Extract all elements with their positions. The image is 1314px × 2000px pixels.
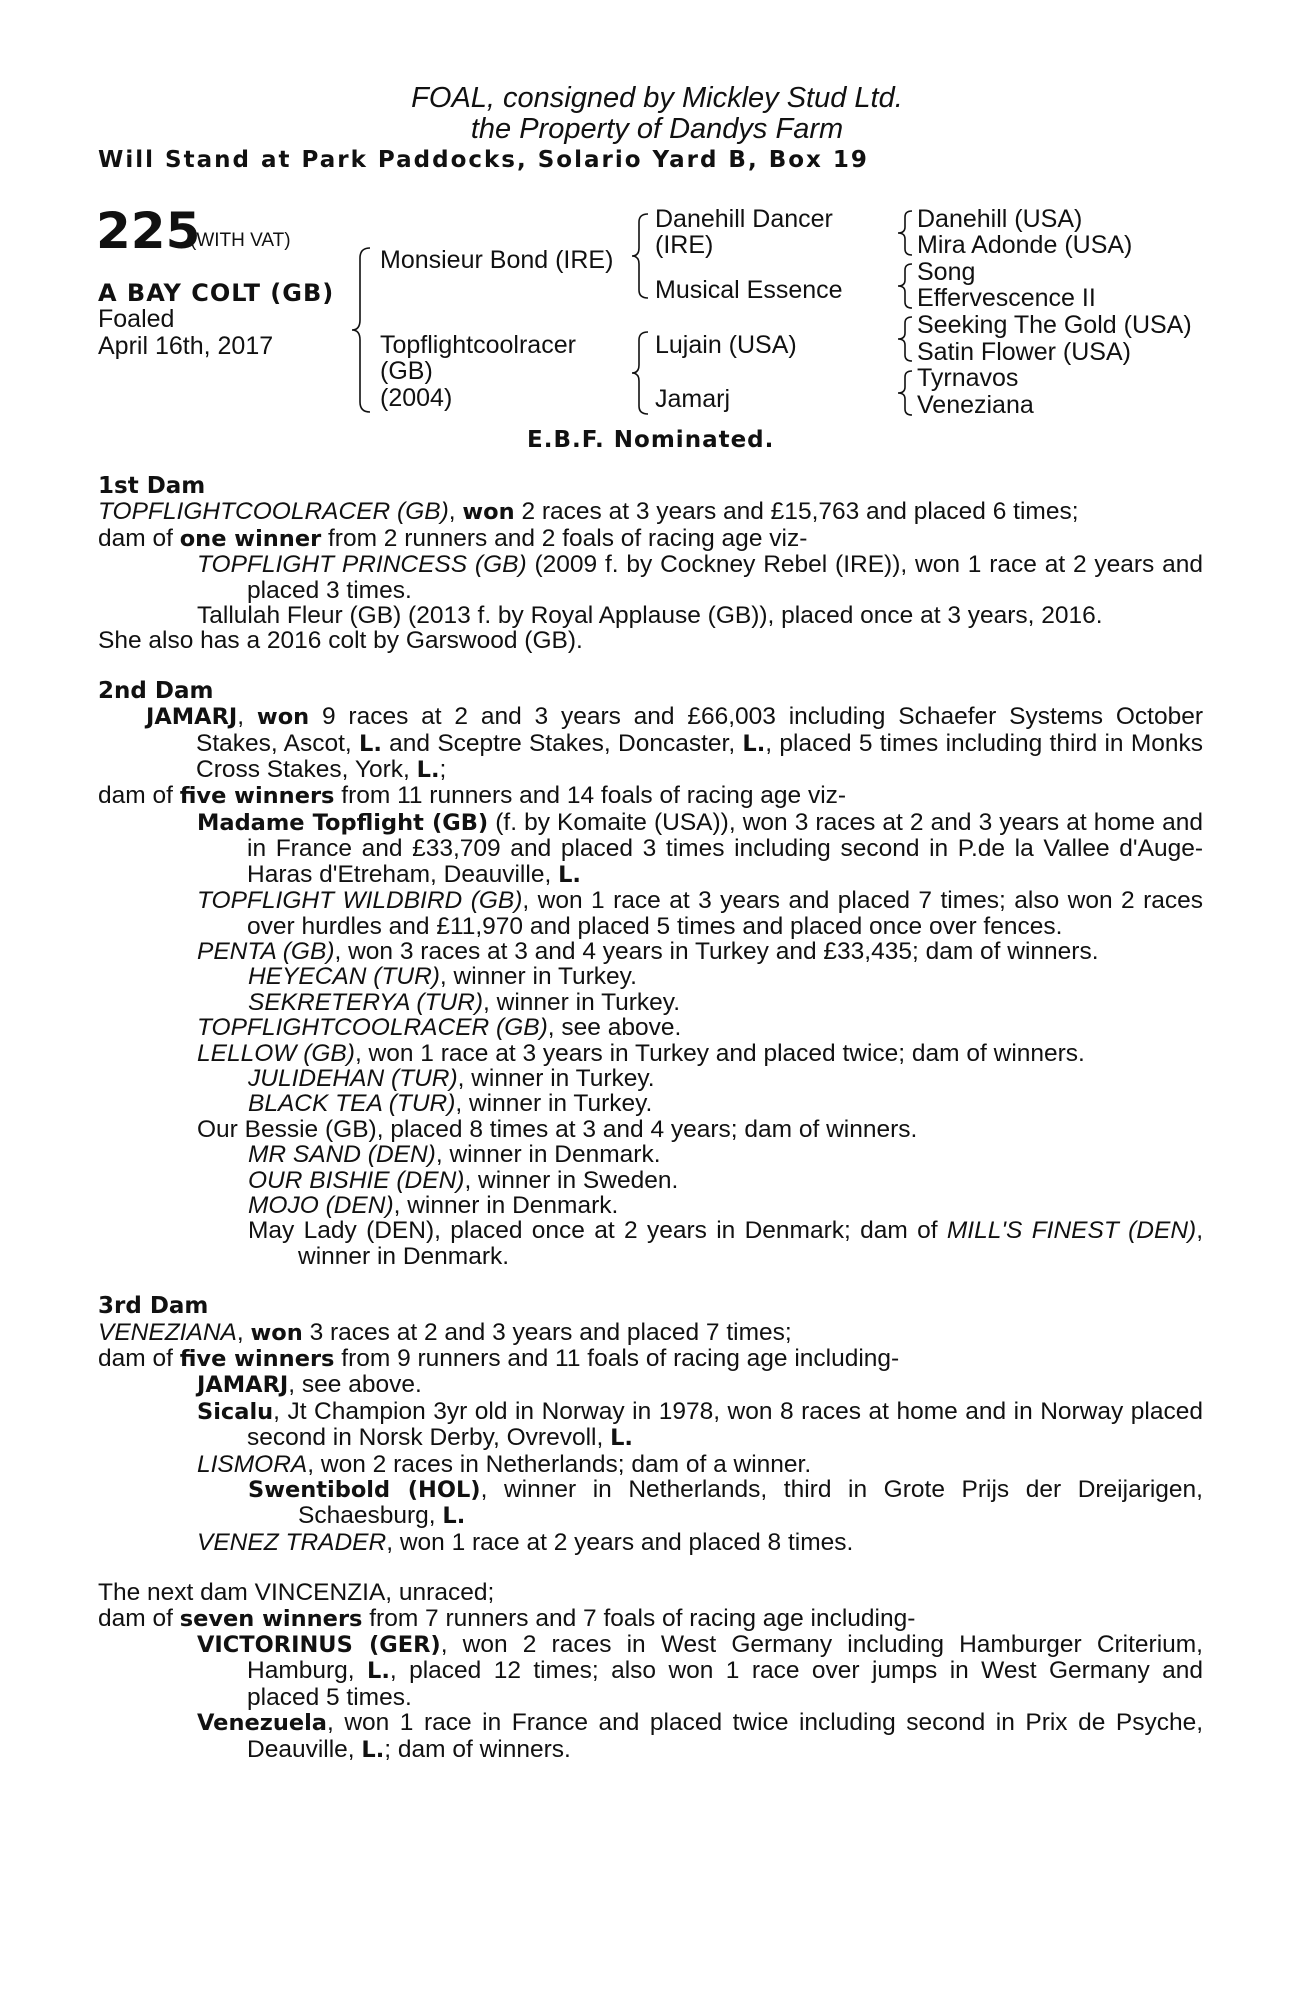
pedigree-g6: Satin Flower (USA) [917,338,1131,366]
first-dam-line: dam of one winner from 2 runners and 2 foals of racing age viz- [98,524,808,552]
second-dam-line: dam of five winners from 11 runners and 14 foals of racing age viz- [98,782,847,810]
pedigree-g5: Seeking The Gold (USA) [917,311,1192,339]
next-dam-line: Venezuela, won 1 race in France and placed twice including second in Prix de Psyche, Deauville, L.; dam of winners. [197,1709,1203,1763]
second-dam-line: HEYECAN (TUR), winner in Turkey. [248,963,637,991]
pedigree-g1: Danehill (USA) [917,205,1083,233]
second-dam-line: BLACK TEA (TUR), winner in Turkey. [248,1090,653,1118]
second-dam-line: Madame Topflight (GB) (f. by Komaite (USA)), won 3 races at 2 and 3 years at home and in France and £33,709 and placed 3 times including second in P.de la Vallee d'Auge-Haras d'Etreham, Deauville, L. [197,808,1203,888]
pedigree-brace-g2 [896,262,916,310]
second-dam-line: PENTA (GB), won 3 races at 3 and 4 years in Turkey and £33,435; dam of winners. [197,937,1099,965]
second-dam-line: MR SAND (DEN), winner in Denmark. [248,1141,661,1169]
third-dam-line: Sicalu, Jt Champion 3yr old in Norway in 1978, won 8 races at home and in Norway placed second in Norsk Derby, Ovrevoll, L. [197,1397,1203,1452]
first-dam-line: TOPFLIGHTCOOLRACER (GB), won 2 races at 3 years and £15,763 and placed 6 times; [98,498,1079,526]
first-dam-line: She also has a 2016 colt by Garswood (GB). [98,627,583,655]
pedigree-dam-line1: Topflightcoolracer [380,331,576,359]
second-dam-line: Our Bessie (GB), placed 8 times at 3 and 4 years; dam of winners. [197,1115,918,1143]
pedigree-g2: Mira Adonde (USA) [917,231,1133,259]
second-dam-line: JAMARJ, won 9 races at 2 and 3 years and £66,003 including Schaefer Systems October Stakes, Ascot, L. and Sceptre Stakes, Doncaster, L., placed 5 times including third in Monks Cross Stakes, York, L.; [146,703,1203,784]
next-dam-line: VICTORINUS (GER), won 2 races in West Germany including Hamburger Criterium, Hamburg, L., placed 12 times; also won 1 race over jumps in West Germany and placed 5 times. [197,1631,1203,1711]
third-dam-section [98,1294,1203,1555]
lot-number: 225 [96,202,201,260]
pedigree-g8: Veneziana [917,391,1034,419]
lot-title: A BAY COLT (GB) [98,279,335,307]
pedigree-g7: Tyrnavos [917,364,1019,392]
pedigree-sire-sire-2: (IRE) [655,231,714,259]
second-dam-line: SEKRETERYA (TUR), winner in Turkey. [248,988,681,1016]
second-dam-line: May Lady (DEN), placed once at 2 years in Denmark; dam of MILL'S FINEST (DEN), winner in Denmark. [248,1217,1203,1270]
foaled-label: Foaled [98,305,175,333]
second-dam-line: TOPFLIGHT WILDBIRD (GB), won 1 race at 3 years and placed 7 times; also won 2 races over hurdles and £11,970 and placed 5 times and placed once over fences. [197,887,1203,940]
third-dam-line: Swentibold (HOL), winner in Netherlands, third in Grote Prijs der Dreijarigen, Schaesburg, L. [248,1476,1203,1530]
third-dam-line: JAMARJ, see above. [197,1371,422,1399]
ebf-nominated: E.B.F. Nominated. [527,427,775,453]
second-dam-line: OUR BISHIE (DEN), winner in Sweden. [248,1166,679,1194]
third-dam-line: VENEZIANA, won 3 races at 2 and 3 years and placed 7 times; [98,1318,792,1346]
pedigree-g3: Song [917,258,976,286]
second-dam-line: JULIDEHAN (TUR), winner in Turkey. [248,1064,655,1092]
pedigree-brace-g3 [896,315,916,363]
pedigree-brace-dam [630,330,652,416]
third-dam-line: VENEZ TRADER, won 1 race at 2 years and placed 8 times. [197,1528,854,1556]
first-dam-line: TOPFLIGHT PRINCESS (GB) (2009 f. by Cockney Rebel (IRE)), won 1 race at 2 years and placed 3 times. [197,551,1203,604]
foaled-date: April 16th, 2017 [98,332,274,360]
next-dam-line: The next dam VINCENZIA, unraced; [98,1579,495,1607]
vat-label: (WITH VAT) [190,230,291,251]
third-dam-line: LISMORA, won 2 races in Netherlands; dam of a winner. [197,1450,812,1478]
pedigree-sire: Monsieur Bond (IRE) [380,246,614,274]
pedigree-dam-dam: Jamarj [655,385,731,413]
second-dam-line: LELLOW (GB), won 1 race at 3 years in Turkey and placed twice; dam of winners. [197,1039,1085,1067]
pedigree-sire-dam: Musical Essence [655,276,843,304]
pedigree-brace-main [350,246,374,414]
second-dam-line: MOJO (DEN), winner in Denmark. [248,1191,619,1219]
first-dam-heading: 1st Dam [98,473,206,499]
pedigree-sire-sire-1: Danehill Dancer [655,205,833,233]
header-location: Will Stand at Park Paddocks, Solario Yard B, Box 19 [98,147,869,173]
header-property: the Property of Dandys Farm [470,113,844,145]
pedigree-dam-line3: (2004) [380,384,453,412]
second-dam-line: TOPFLIGHTCOOLRACER (GB), see above. [197,1014,682,1042]
pedigree-brace-sire [630,212,652,300]
second-dam-heading: 2nd Dam [98,677,214,704]
pedigree-dam-sire: Lujain (USA) [655,331,797,359]
catalogue-body [98,474,1203,1763]
second-dam-section [98,679,1203,1269]
first-dam-section [98,474,1203,654]
first-dam-line: Tallulah Fleur (GB) (2013 f. by Royal Applause (GB)), placed once at 3 years, 2016. [197,602,1103,630]
header-consignor: FOAL, consigned by Mickley Stud Ltd. [411,82,903,114]
next-dam-section [98,1580,1203,1763]
pedigree-dam-line2: (GB) [380,357,433,385]
third-dam-heading: 3rd Dam [98,1293,209,1320]
pedigree-brace-g1 [896,209,916,257]
pedigree-brace-g4 [896,369,916,417]
next-dam-line: dam of seven winners from 7 runners and 7 foals of racing age including- [98,1604,916,1632]
third-dam-line: dam of five winners from 9 runners and 11 foals of racing age including- [98,1345,900,1372]
pedigree-g4: Effervescence II [917,284,1096,312]
